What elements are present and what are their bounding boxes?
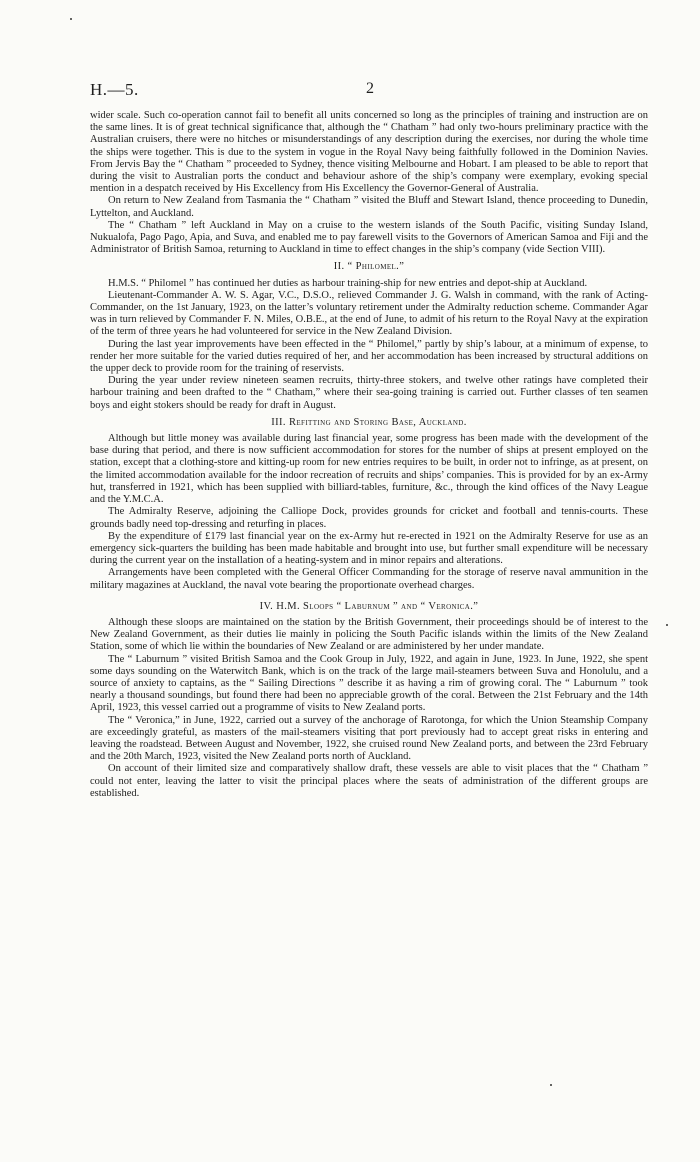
paragraph: Although these sloops are maintained on the station by the British Government, their proceedings should be of interest to the New Zealand Government, as their duties lie mainly in policing the South Pacific islands within the limits of the New Zealand Station, some of which lie within the boundaries of New Zealand or are administered by her under mandate.: [90, 616, 648, 653]
scan-speck: [666, 624, 668, 626]
paragraph: The “ Laburnum ” visited British Samoa and the Cook Group in July, 1922, and again in June, 1923. In June, 1922, she spent some days sounding on the Waterwitch Bank, which is on the track of the large mail-steamers between Suva and Honolulu, and a source of anxiety to captains, as the “ Sailing Directions ” describe it as having a rim of growing coral. The “ Laburnum ” took nearly a thousand soundings, but found there had been no appreciable growth of the coral. Between the 21st February and the 14th April, 1923, this vessel carried out a programme of visits to New Zealand ports.: [90, 653, 648, 714]
paragraph: H.M.S. “ Philomel ” has continued her duties as harbour training-ship for new entries and depot-ship at Auckland.: [108, 277, 588, 289]
paragraph: The “ Veronica,” in June, 1922, carried out a survey of the anchorage of Rarotonga, for which the Union Steamship Company are exceedingly grateful, as masters of the mail-steamers visiting that port previously had to accept great risks in entering and leaving the roadstead. Between August and November, 1922, she cruised round New Zealand ports, and between the 23rd February and the 20th March, 1923, visited the New Zealand ports north of Auckland.: [90, 714, 648, 763]
paragraph: On account of their limited size and comparatively shallow draft, these vessels are able to visit places that the “ Chatham ” could not enter, leaving the latter to visit the principal places where the seats of administration of the different groups are established.: [90, 763, 648, 799]
scan-speck: [550, 1084, 552, 1086]
paragraph: By the expenditure of £179 last financial year on the ex-Army hut re-erected in 1921 on the Admiralty Reserve for use as an emergency sick-quarters the building has been made habitable and brought into use, but further small expenditure will be necessary during the current year on the installation of a heating-system and in minor repairs and alterations.: [90, 530, 648, 567]
paragraph: The Admiralty Reserve, adjoining the Calliope Dock, provides grounds for cricket and football and tennis-courts. These grounds badly need top-dressing and returfing in places.: [90, 506, 648, 530]
paragraph: wider scale. Such co-operation cannot fail to benefit all units concerned so long as the principles of training and instruction are on the same lines. It is of great technical significance that, although the “ Chatham ” had only two-hours preliminary practice with the Australian cruisers, there were no hitches or misunderstandings of any description during the exercises, nor during the whole time the ships were together. This is due to the system in vogue in the Royal Navy being faithfully followed in the Dominion Navies. From Jervis Bay the “ Chatham ” proceeded to Sydney, thence visiting Melbourne and Hobart. I am pleased to be able to report that during the visit to Australian ports the conduct and behaviour ashore of the ship’s company were exemplary, evoking special mention in a despatch received by His Excellency from His Excellency the Governor-General of Australia.: [90, 110, 648, 195]
paragraph: Lieutenant-Commander A. W. S. Agar, V.C., D.S.O., relieved Commander J. G. Walsh in command, with the rank of Acting-Commander, on the 1st January, 1923, on the latter’s voluntary retirement under the Admiralty reduction scheme. Commander Agar was in turn relieved by Commander F. N. Miles, O.B.E., at the end of June, to admit of his return to the Royal Navy at the expiration of the term of three years he had volunteered for service in the New Zealand Division.: [90, 289, 648, 338]
page-header: [90, 80, 650, 100]
section-heading-sloops: IV. H.M. Sloops “ Laburnum ” and “ Veronica.”: [259, 600, 479, 612]
paragraph: On return to New Zealand from Tasmania the “ Chatham ” visited the Bluff and Stewart Island, thence proceeding to Dunedin, Lyttelton, and Auckland.: [90, 195, 648, 219]
paragraph: Although but little money was available during last financial year, some progress has been made with the development of the base during that period, and there is now sufficient accommodation for stores for the number of ships at present employed on the station, except that a clothing-store and kitting-up room for new entries requires to be built, in order not to infringe, as at present, on the limited accommodation available for the indoor recreation of recruits and ships’ companies. This is provided for by an ex-Army hut, transferred in 1921, which has been supplied with billiard-tables, furniture, &c., through the kind offices of the Navy League and the Y.M.C.A.: [90, 433, 648, 506]
paragraph: During the year under review nineteen seamen recruits, thirty-three stokers, and twelve other ratings have completed their harbour training and been drafted to the “ Chatham,” where their sea-going training is carried out. Further classes of ten seamen boys and eight stokers should be ready for draft in August.: [90, 375, 648, 411]
paragraph: During the last year improvements have been effected in the “ Philomel,” partly by ship’s labour, at a minimum of expense, to render her more suitable for the varied duties required of her, and her accommodation has been increased by structural additions on the upper deck to provide room for the training of reservists.: [90, 338, 648, 375]
document-reference: H.—5.: [90, 80, 139, 99]
page-number: 2: [366, 80, 374, 97]
section-heading-philomel: II. “ Philomel.”: [333, 261, 405, 273]
document-body: [90, 110, 648, 800]
scan-speck: [70, 18, 72, 20]
section-heading-refitting-base: III. Refitting and Storing Base, Auckland.: [271, 416, 467, 428]
paragraph: The “ Chatham ” left Auckland in May on a cruise to the western islands of the South Pacific, visiting Sunday Island, Nukualofa, Pago Pago, Apia, and Suva, and enabled me to pay farewell visits to the Governors of American Samoa and Fiji and the Administrator of British Samoa, returning to Auckland in time to effect changes in the ship’s company (vide Section VIII).: [90, 219, 648, 256]
paragraph: Arrangements have been completed with the General Officer Commanding for the storage of reserve naval ammunition in the military magazines at Auckland, the naval vote bearing the proportionate overhead charges.: [90, 567, 648, 591]
